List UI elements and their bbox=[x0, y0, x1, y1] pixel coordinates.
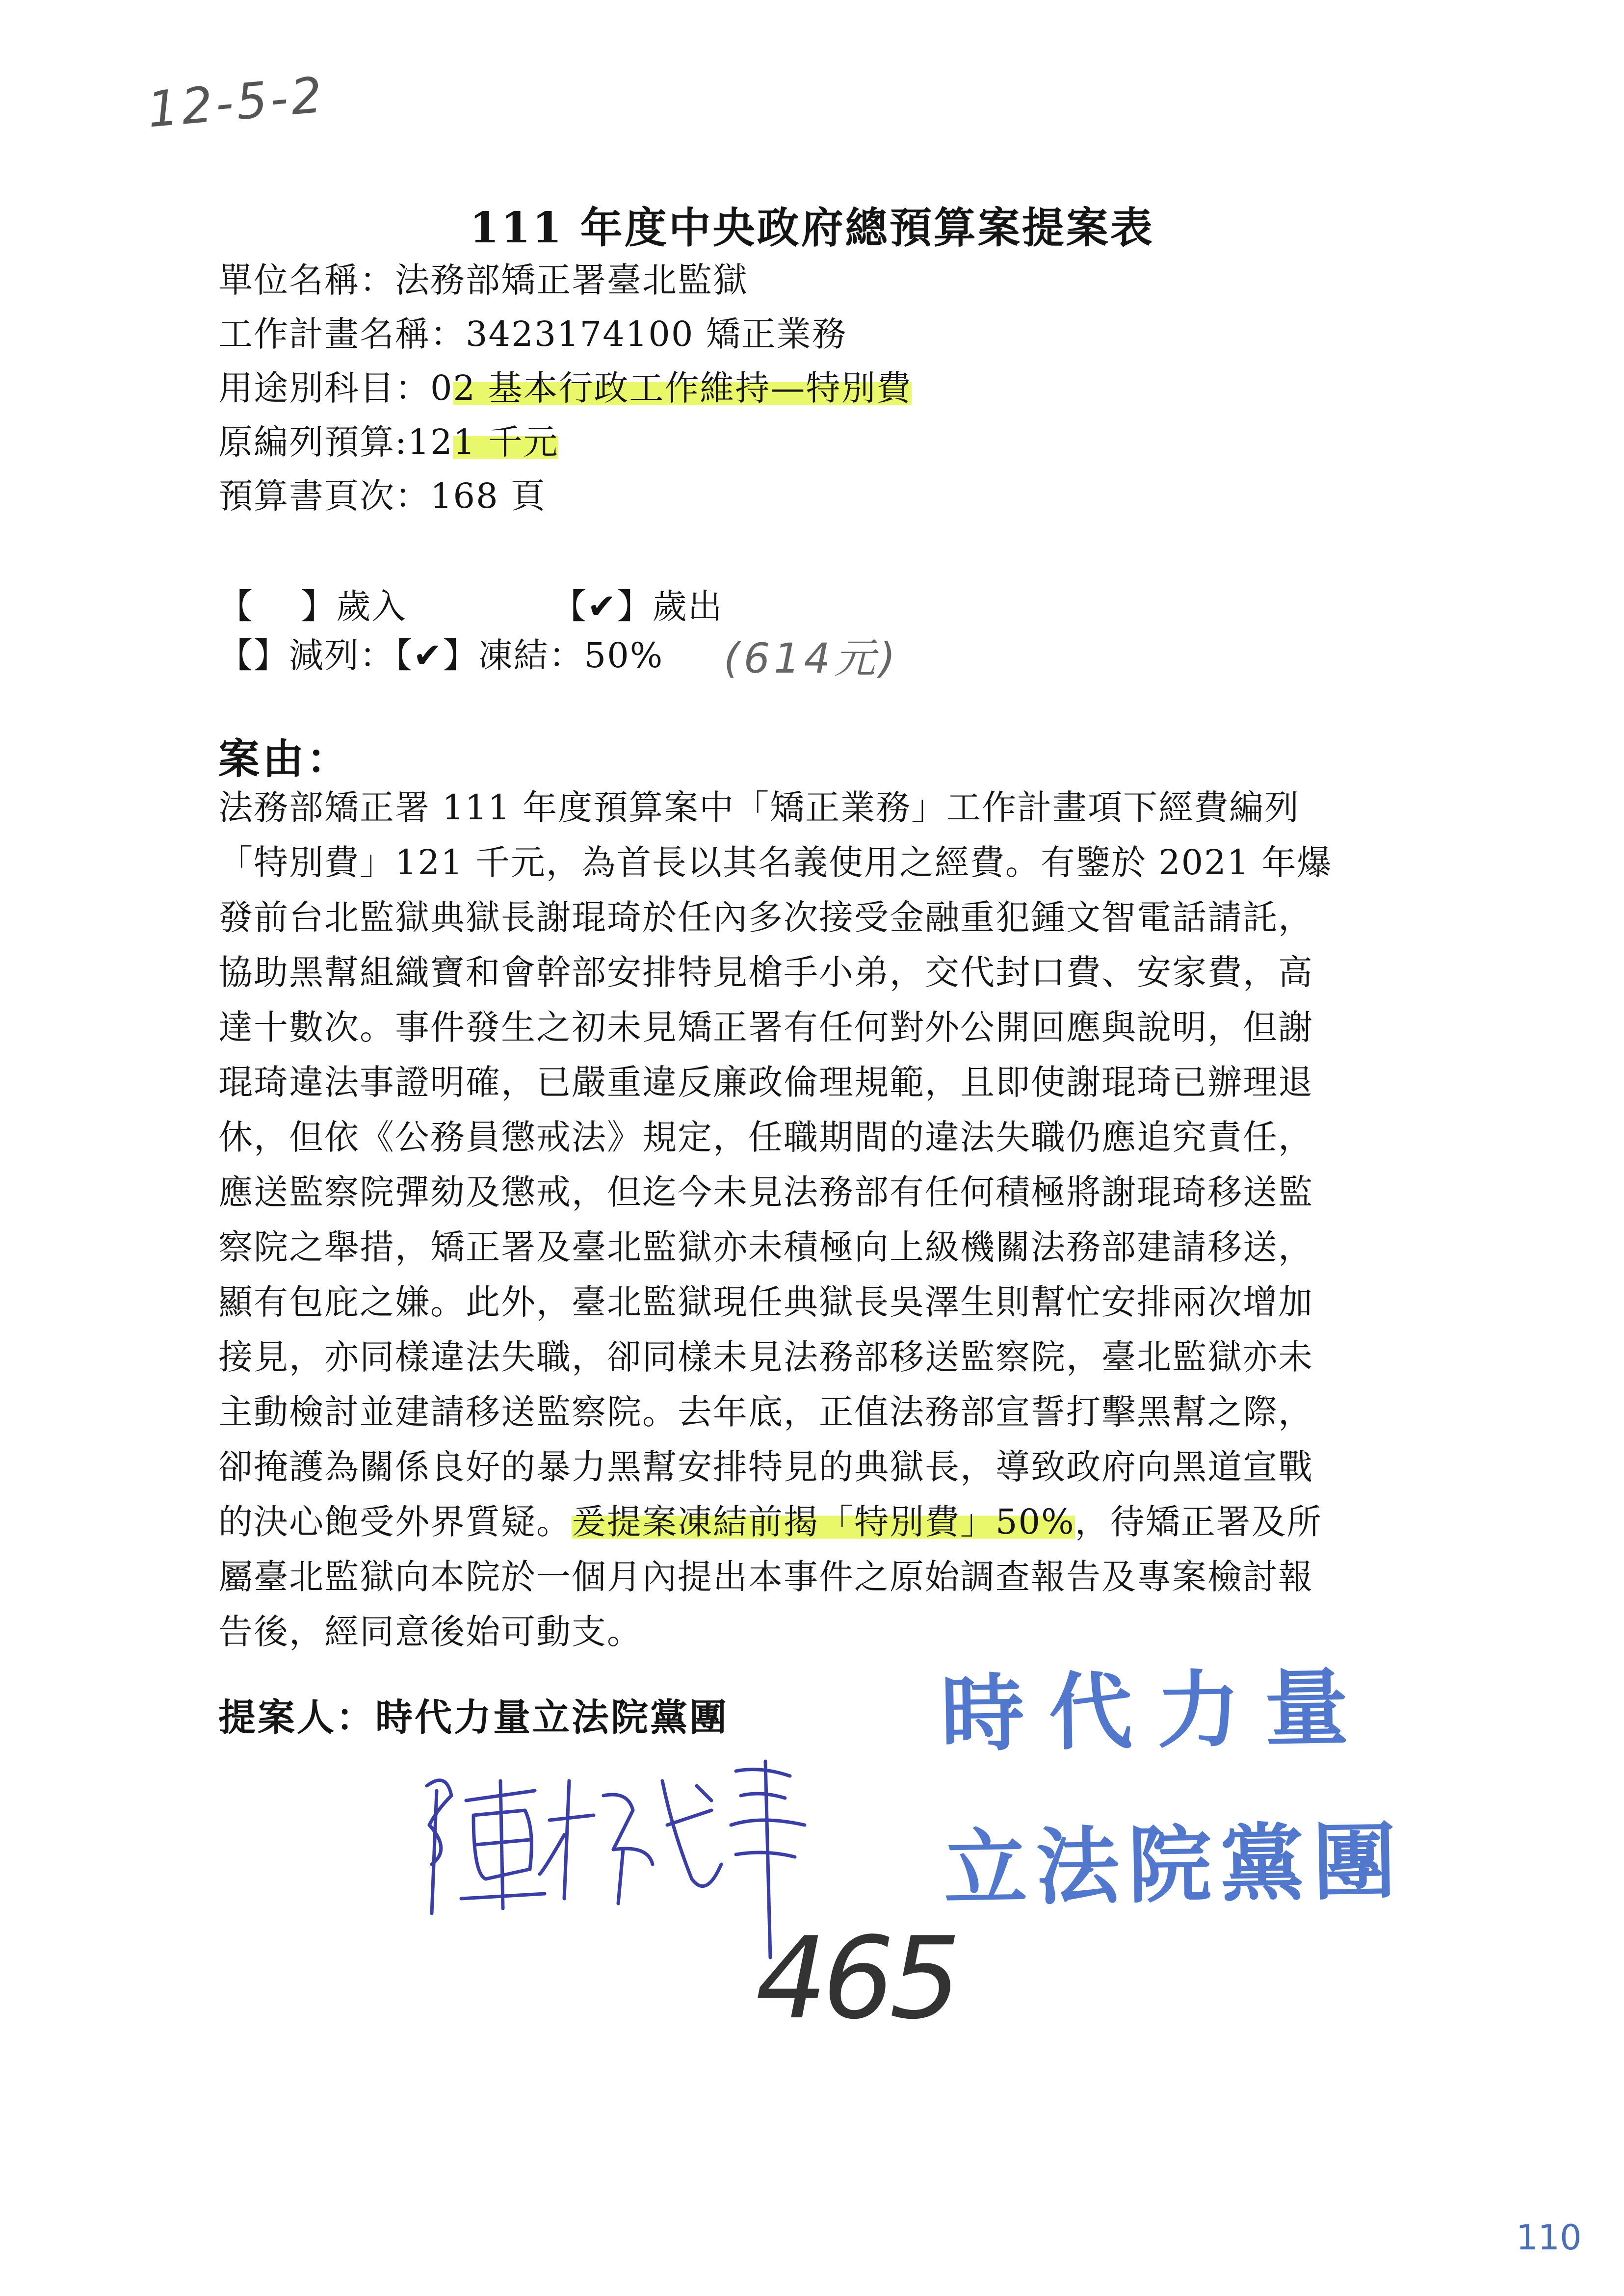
budget-label: 原編列預算: bbox=[218, 422, 408, 462]
reason-line: 顯有包庇之嫌。此外，臺北監獄現任典獄長吳澤生則幫忙安排兩次增加 bbox=[218, 1282, 1313, 1322]
reason-line: 達十數次。事件發生之初未見矯正署有任何對外公開回應與說明，但謝 bbox=[218, 1007, 1313, 1047]
reason-line: 法務部矯正署 111 年度預算案中「矯正業務」工作計畫項下經費編列 bbox=[218, 787, 1300, 828]
reason-line: 應送監察院彈劾及懲戒，但迄今未見法務部有任何積極將謝琨琦移送監 bbox=[218, 1172, 1313, 1212]
reason-line: 琨琦違法事證明確，已嚴重違反廉政倫理規範，且即使謝琨琦已辦理退 bbox=[218, 1062, 1313, 1102]
expenditure-checkbox bbox=[552, 579, 723, 628]
expenditure-box-close: 】 bbox=[617, 586, 653, 626]
revenue-label: 歲入 bbox=[336, 586, 407, 626]
reason-line: 「特別費」121 千元，為首長以其名義使用之經費。有鑒於 2021 年爆 bbox=[218, 842, 1333, 883]
cut-box: 【】 bbox=[218, 635, 289, 676]
item-label: 用途別科目： bbox=[218, 368, 430, 408]
party-caucus-stamp bbox=[940, 1640, 1406, 1919]
reason-line: 發前台北監獄典獄長謝琨琦於任內多次接受金融重犯鍾文智電話請託， bbox=[218, 897, 1313, 938]
reason-line: 察院之舉措，矯正署及臺北監獄亦未積極向上級機關法務部建請移送， bbox=[218, 1227, 1313, 1267]
reason-line: 接見，亦同樣違法失職，卻同樣未見法務部移送監察院，臺北監獄亦未 bbox=[218, 1337, 1313, 1377]
reason-line: 休，但依《公務員懲戒法》規定，任職期間的違法失職仍應追究責任， bbox=[218, 1117, 1313, 1157]
reason-line: 協助黑幫組織寶和會幹部安排特見槍手小弟，交代封口費、安家費，高 bbox=[218, 952, 1313, 992]
reason-line-text: 的決心飽受外界質疑。 bbox=[218, 1502, 572, 1542]
cut-label: 減列： bbox=[289, 635, 395, 676]
expenditure-label: 歲出 bbox=[652, 586, 723, 626]
corner-mark: 110 bbox=[1516, 2218, 1582, 2258]
item-value-highlighted: 2 基本行政工作維持—特別費 bbox=[453, 368, 912, 408]
expenditure-box-open: 【 bbox=[552, 586, 587, 626]
freeze-box-open: 【 bbox=[395, 635, 413, 676]
stamp-line: 立法院黨團 bbox=[943, 1813, 1406, 1919]
page-field bbox=[218, 469, 546, 518]
freeze-box-close: 】 bbox=[443, 635, 478, 676]
freeze-label: 凍結：50% bbox=[478, 635, 664, 676]
unit-field bbox=[218, 253, 748, 302]
budget-field bbox=[218, 415, 558, 464]
reason-line: 主動檢討並建請移送監察院。去年底，正值法務部宣誓打擊黑幫之際， bbox=[218, 1392, 1313, 1432]
handwritten-reference: 12-5-2 bbox=[145, 66, 328, 139]
check-icon: ✔ bbox=[587, 586, 617, 626]
revenue-box: 【 】 bbox=[218, 586, 337, 626]
page-value: 168 頁 bbox=[430, 476, 546, 516]
reason-heading: 案由： bbox=[218, 735, 351, 783]
budget-value-highlighted: 1 千元 bbox=[453, 422, 559, 462]
document-title: 111 年度中央政府總預算案提案表 bbox=[470, 203, 1154, 253]
reason-line bbox=[218, 1494, 1420, 1549]
plan-field bbox=[218, 307, 847, 356]
budget-value-prefix: 12 bbox=[407, 422, 453, 462]
page-label: 預算書頁次： bbox=[218, 476, 430, 516]
unit-value: 法務部矯正署臺北監獄 bbox=[395, 260, 748, 300]
reason-line: 卻掩護為關係良好的暴力黑幫安排特見的典獄長，導致政府向黑道宣戰 bbox=[218, 1447, 1313, 1487]
plan-value: 3423174100 矯正業務 bbox=[466, 314, 847, 354]
freeze-amount-handwritten: (614元) bbox=[724, 634, 899, 682]
handwritten-page-number: 465 bbox=[756, 1913, 956, 2044]
reason-line: 告後，經同意後始可動支。 bbox=[218, 1612, 642, 1652]
plan-label: 工作計畫名稱： bbox=[218, 314, 466, 354]
item-value-prefix: 0 bbox=[430, 368, 453, 408]
stamp-line: 時代力量 bbox=[940, 1659, 1374, 1764]
reason-line-text: ，待矯正署及所 bbox=[1074, 1502, 1322, 1542]
reason-line: 屬臺北監獄向本院於一個月內提出本事件之原始調查報告及專案檢討報 bbox=[218, 1557, 1313, 1597]
revenue-checkbox bbox=[218, 579, 407, 628]
check-icon: ✔ bbox=[413, 635, 443, 676]
unit-label: 單位名稱： bbox=[218, 260, 395, 300]
proposer: 提案人：時代力量立法院黨團 bbox=[218, 1696, 729, 1739]
item-field bbox=[218, 361, 912, 410]
cut-freeze-checkboxes bbox=[218, 628, 663, 678]
reason-highlighted-resolution: 爰提案凍結前揭「特別費」50% bbox=[572, 1502, 1075, 1542]
reason-body bbox=[218, 780, 1420, 1659]
